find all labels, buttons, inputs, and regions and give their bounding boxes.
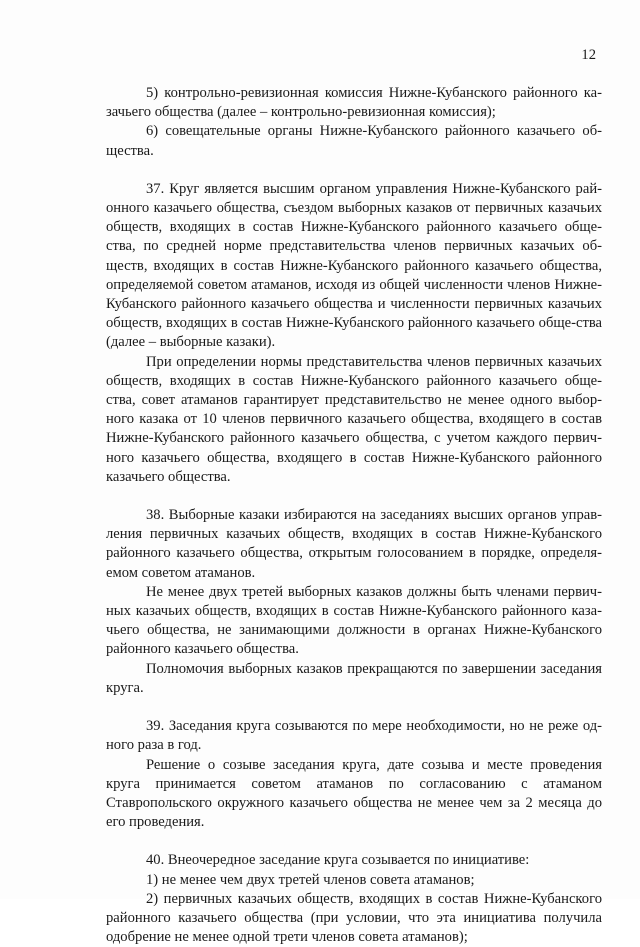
- paragraph: Полномочия выборных казаков прекращаются по завершении заседания круга.: [106, 660, 602, 696]
- section-article-38: [106, 506, 602, 698]
- paragraph: 2) первичных казачьих обществ, входящих в состав Нижне-Кубанского районного казачьего общества (при условии, что эта инициатива получила одобрение не менее одной трети членов совета атаманов);: [106, 890, 602, 946]
- paragraph: 40. Внеочередное заседание круга созывается по инициативе:: [146, 852, 530, 869]
- document-body: [106, 84, 602, 947]
- paragraph: Не менее двух третей выборных казаков должны быть членами первич-ных казачьих обществ, входящих в состав Нижне-Кубанского районного каза-чьего общества, не занимающими должности в органах Нижне-Кубанского районного казачьего общества.: [106, 583, 602, 658]
- paragraph: 5) контрольно-ревизионная комиссия Нижне-Кубанского районного ка-зачьего общества (далее – контрольно-ревизионная комиссия);: [106, 85, 602, 121]
- paragraph: 39. Заседания круга созываются по мере необходимости, но не реже од-ного раза в год.: [106, 718, 602, 754]
- paragraph: Решение о созыве заседания круга, дате созыва и месте проведения круга принимается советом атаманов по согласованию с атаманом Ставропольского окружного казачьего общества не менее чем за 2 месяца до его проведения.: [106, 756, 602, 831]
- page-number: 12: [581, 47, 596, 63]
- paragraph: При определении нормы представительства членов первичных казачьих обществ, входящих в состав Нижне-Кубанского районного казачьего обще-ства, совет атаманов гарантирует представительство не менее одного выбор-ного казака от 10 членов первичного казачьего общества, входящего в состав Нижне-Кубанского районного казачьего общества, с учетом каждого первич-ного казачьего общества, входящего в состав Нижне-Кубанского районного казачьего общества.: [106, 353, 602, 485]
- paragraph: 6) совещательные органы Нижне-Кубанского районного казачьего об-щества.: [106, 123, 602, 159]
- section-article-37: [106, 180, 602, 487]
- paragraph: 1) не менее чем двух третей членов совета атаманов;: [146, 871, 475, 888]
- section-article-39: [106, 717, 602, 832]
- paragraph: 38. Выборные казаки избираются на заседаниях высших органов управ-ления первичных казачьих обществ, входящих в состав Нижне-Кубанского районного казачьего общества, открытым голосованием в порядке, определя-емом советом атаманов.: [106, 507, 602, 581]
- section-commissions: [106, 84, 602, 161]
- paragraph: 37. Круг является высшим органом управления Нижне-Кубанского рай-онного казачьего общества, съездом выборных казаков от первичных казачьих обществ, входящих в состав Нижне-Кубанского районного казачьего обще-ства, по средней норме представительства членов первичных казачьих об-ществ, входящих в состав Нижне-Кубанского районного казачьего общества, определяемой советом атаманов, исходя из общей численности членов Нижне-Кубанского районного казачьего общества и численности первичных казачьих обществ, входящих в состав Нижне-Кубанского районного казачьего обще-ства (далее – выборные казаки).: [106, 180, 602, 351]
- section-article-40: [106, 851, 602, 947]
